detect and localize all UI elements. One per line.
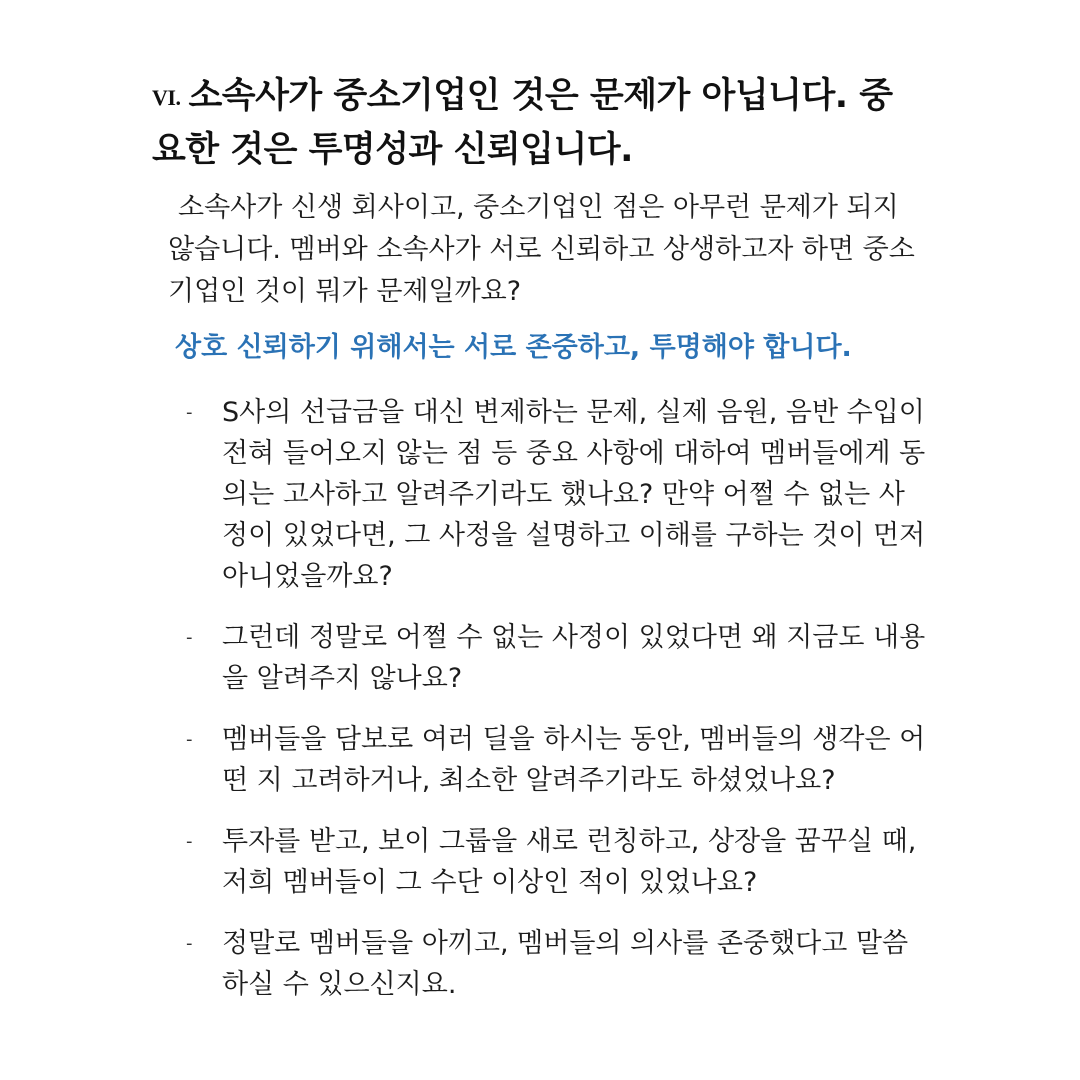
bullet-dash: - bbox=[186, 627, 193, 648]
list-item bbox=[186, 923, 926, 1005]
question-text: 그런데 정말로 어쩔 수 없는 사정이 있었다면 왜 지금도 내용을 알려주지 않나요? bbox=[222, 622, 926, 694]
question-text: S사의 선급금을 대신 변제하는 문제, 실제 음원, 음반 수입이 전혀 들어오지 않는 점 등 중요 사항에 대하여 멤버들에게 동의는 고사하고 알려주기라도 했나요? 만약 어쩔 수 없는 사정이 있었다면, 그 사정을 설명하고 이해를 구하는 것이 먼저 아니었을까요? bbox=[222, 397, 926, 592]
section-number: VI. bbox=[152, 85, 181, 110]
list-item bbox=[186, 392, 926, 597]
question-list bbox=[186, 392, 926, 1025]
section-title: 소속사가 중소기업인 것은 문제가 아닙니다. 중요한 것은 투명성과 신뢰입니다. bbox=[152, 76, 893, 170]
list-item bbox=[186, 719, 926, 801]
intro-paragraph: 소속사가 신생 회사이고, 중소기업인 점은 아무런 문제가 되지 않습니다. 멤버와 소속사가 서로 신뢰하고 상생하고자 하면 중소기업인 것이 뭐가 문제일까요? bbox=[168, 192, 915, 307]
bullet-dash: - bbox=[186, 933, 193, 954]
list-item bbox=[186, 821, 926, 903]
bullet-dash: - bbox=[186, 831, 193, 852]
question-text: 멤버들을 담보로 여러 딜을 하시는 동안, 멤버들의 생각은 어떤 지 고려하거나, 최소한 알려주기라도 하셨었나요? bbox=[222, 724, 926, 796]
list-item bbox=[186, 617, 926, 699]
bullet-dash: - bbox=[186, 729, 193, 750]
bullet-dash: - bbox=[186, 402, 193, 423]
highlight-statement: 상호 신뢰하기 위해서는 서로 존중하고, 투명해야 합니다. bbox=[175, 332, 852, 363]
section-heading bbox=[152, 70, 912, 176]
question-text: 투자를 받고, 보이 그룹을 새로 런칭하고, 상장을 꿈꾸실 때, 저희 멤버들이 그 수단 이상인 적이 있었나요? bbox=[222, 826, 917, 898]
question-text: 정말로 멤버들을 아끼고, 멤버들의 의사를 존중했다고 말씀하실 수 있으신지요. bbox=[222, 928, 909, 1000]
